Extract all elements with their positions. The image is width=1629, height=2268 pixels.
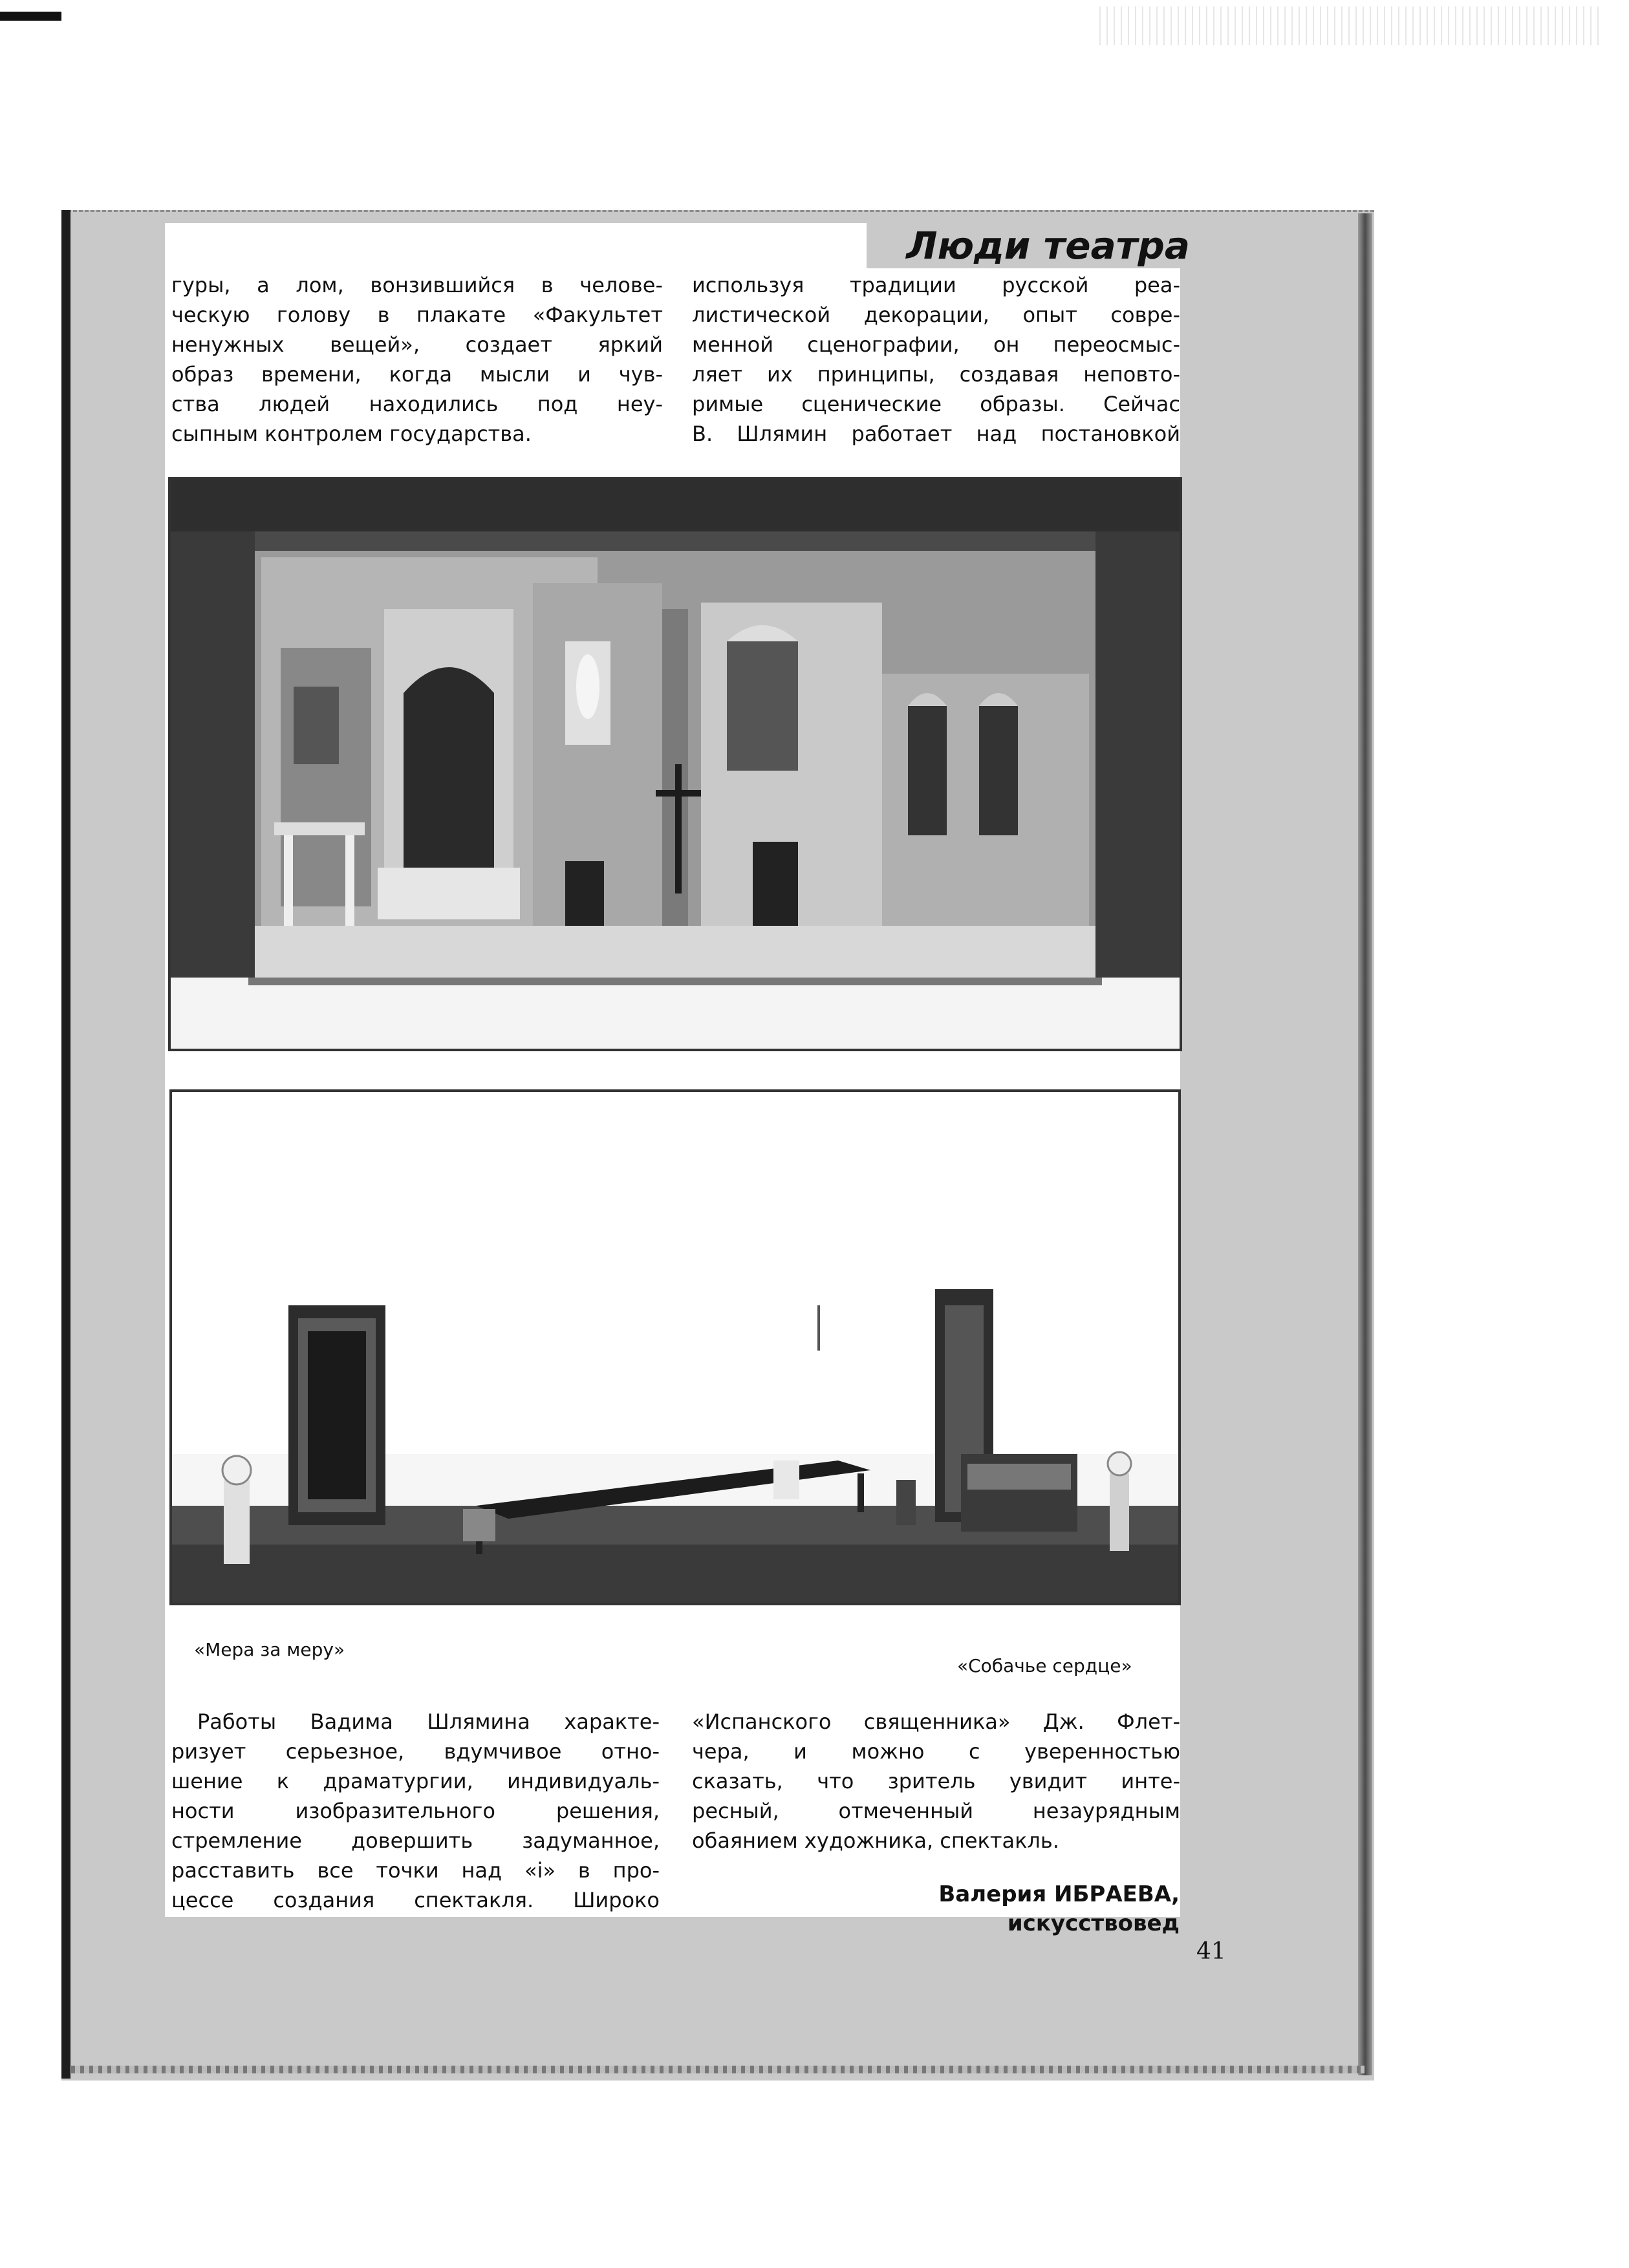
stage-model-photo-heart [169,1089,1181,1605]
text-line: шение к драматургии, индивидуаль- [171,1769,660,1793]
text-line: ства людей находились под неу- [171,392,663,416]
scan-noise [1099,6,1604,45]
page-bottom-edge [71,2066,1365,2073]
section-header [867,223,1190,268]
scan-edge-mark [0,12,61,21]
top-left-column [171,270,663,449]
stage-facade-illustration [171,480,1180,1049]
text-line: стремление довершить задуманное, [171,1828,660,1853]
text-line: сыпным контролем государства. [171,422,532,446]
text-line: ризует серьезное, вдумчивое отно- [171,1739,660,1764]
author-title: искусствовед [1007,1910,1180,1936]
text-line: цессе создания спектакля. Широко [171,1888,660,1912]
text-line: чера, и можно с уверенностью [692,1739,1180,1764]
stage-model-photo-measure [168,477,1182,1051]
text-line: ляет их принципы, создавая неповто- [692,362,1180,387]
text-line: ности изобразительного решения, [171,1799,660,1823]
text-line: «Испанского священника» Дж. Флет- [692,1709,1180,1734]
text-line: образ времени, когда мысли и чув- [171,362,663,387]
text-line: Работы Вадима Шлямина характе- [197,1709,660,1734]
section-title: Люди театра [906,224,1190,268]
author-name: Валерия ИБРАЕВА, [938,1881,1180,1907]
text-line: сказать, что зритель увидит инте- [692,1769,1180,1793]
text-line: ненужных вещей», создает яркий [171,332,663,357]
bottom-right-column [692,1707,1180,1856]
text-line: используя традиции русской реа- [692,273,1180,297]
top-right-column [692,270,1180,449]
text-line: ресный, отмеченный незаурядным [692,1799,1180,1823]
text-line: римые сценические образы. Сейчас [692,392,1180,416]
text-line: расставить все точки над «i» в про- [171,1858,660,1883]
text-line: В. Шлямин работает над постановкой [692,422,1180,446]
stage-interior-illustration [172,1092,1178,1603]
text-line: обаянием художника, спектакль. [692,1828,1059,1853]
text-line: гуры, а лом, вонзившийся в челове- [171,273,663,297]
caption-heart-of-a-dog: «Собачье сердце» [957,1655,1132,1676]
page-binding-edge [61,210,70,2079]
text-line: ческую голову в плакате «Факультет [171,303,663,327]
text-line: менной сценографии, он переосмыс- [692,332,1180,357]
page-number: 41 [1196,1938,1226,1965]
text-line: листической декорации, опыт совре- [692,303,1180,327]
bottom-left-column [171,1707,660,1915]
page-right-edge [1358,213,1372,2075]
caption-measure-for-measure: «Мера за меру» [194,1639,345,1660]
